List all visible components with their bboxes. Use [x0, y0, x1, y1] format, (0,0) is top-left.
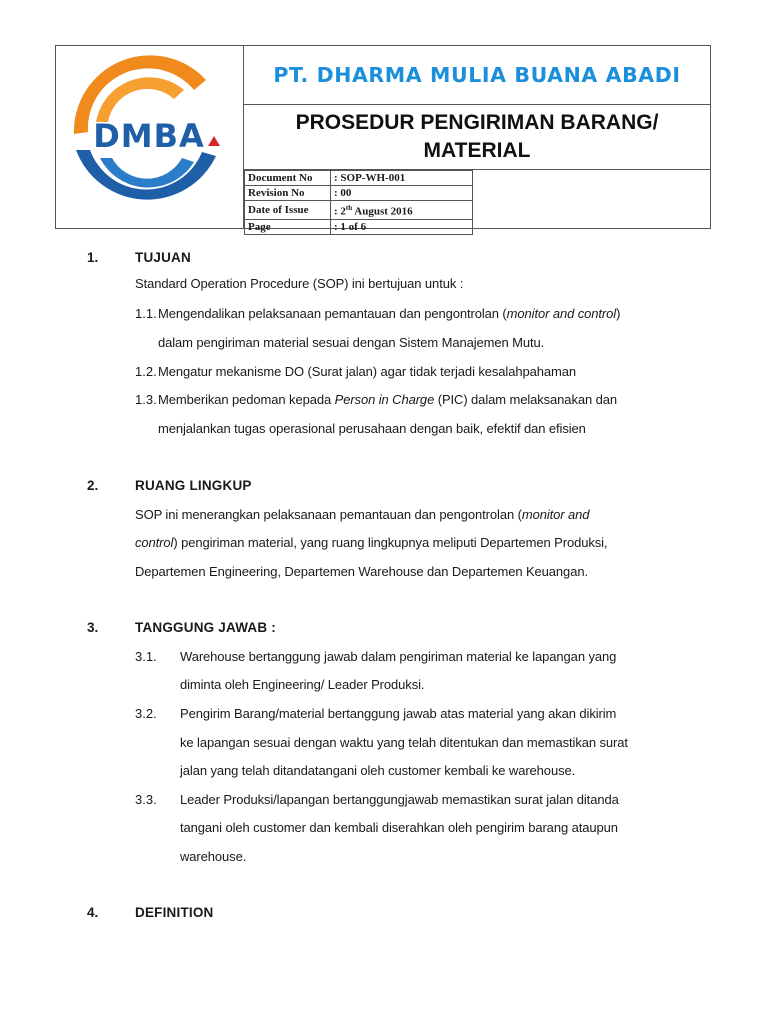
section-title-tanggung-jawab: TANGGUNG JAWAB : [135, 620, 276, 635]
section-title-definition: DEFINITION [135, 905, 214, 920]
document-header [55, 45, 711, 233]
title-line-1: PROSEDUR PENGIRIMAN BARANG/ [295, 111, 659, 134]
section-number: 4. [87, 905, 99, 920]
item-number: 3.2. [135, 706, 157, 721]
meta-value: : 1 of 6 [331, 219, 473, 234]
section-intro: Standard Operation Procedure (SOP) ini bertujuan untuk : [135, 276, 464, 291]
title-line-2: MATERIAL [423, 139, 531, 162]
item-text: Leader Produksi/lapangan bertanggungjawab memastikan surat jalan ditanda [180, 792, 619, 807]
section-number: 1. [87, 250, 99, 265]
item-text: ke lapangan sesuai dengan waktu yang telah ditentukan dan memastikan surat [180, 735, 628, 750]
document-meta [244, 170, 710, 235]
company-logo [56, 46, 244, 228]
item-number: 3.3. [135, 792, 157, 807]
section-number: 2. [87, 478, 99, 493]
section-title-tujuan: TUJUAN [135, 250, 191, 265]
item-number: 1.2. [135, 364, 157, 379]
item-text: Pengirim Barang/material bertanggung jawab atas material yang akan dikirim [180, 706, 617, 721]
paragraph-line: Departemen Engineering, Departemen Warehouse dan Departemen Keuangan. [135, 564, 588, 579]
item-number: 1.1. [135, 306, 157, 321]
section-number: 3. [87, 620, 99, 635]
meta-row [245, 219, 711, 234]
meta-key: Page [245, 219, 331, 234]
meta-key: Date of Issue [245, 201, 331, 220]
document-title [244, 105, 710, 170]
item-text: Warehouse bertanggung jawab dalam pengiriman material ke lapangan yang [180, 649, 617, 664]
item-text: warehouse. [180, 849, 247, 864]
item-text: jalan yang telah ditandatangani oleh customer kembali ke warehouse. [180, 763, 576, 778]
item-text: Mengatur mekanisme DO (Surat jalan) agar tidak terjadi kesalahpahaman [158, 364, 576, 379]
item-text: tangani oleh customer dan kembali diserahkan oleh pengirim barang ataupun [180, 820, 618, 835]
meta-row [245, 186, 711, 201]
company-name: PT. DHARMA MULIA BUANA ABADI [273, 63, 681, 87]
item-text: Memberikan pedoman kepada Person in Charge (PIC) dalam melaksanakan dan [158, 392, 618, 407]
logo-text: DMBA [93, 117, 205, 155]
meta-row [245, 201, 711, 220]
meta-row [245, 171, 711, 186]
item-text: diminta oleh Engineering/ Leader Produksi. [180, 677, 425, 692]
paragraph-line: control) pengiriman material, yang ruang lingkupnya meliputi Departemen Produksi, [135, 535, 608, 550]
paragraph-line: SOP ini menerangkan pelaksanaan pemantauan dan pengontrolan (monitor and [135, 507, 590, 522]
section-title-ruang-lingkup: RUANG LINGKUP [135, 478, 252, 493]
item-number: 1.3. [135, 392, 157, 407]
company-name-cell [244, 46, 710, 105]
meta-key: Revision No [245, 186, 331, 201]
meta-key: Document No [245, 171, 331, 186]
dmba-logo-icon [56, 46, 243, 228]
item-text: menjalankan tugas operasional perusahaan dengan baik, efektif dan efisien [158, 421, 586, 436]
meta-value-date: : 2th August 2016 [331, 201, 473, 220]
meta-value: : SOP-WH-001 [331, 171, 473, 186]
meta-table [244, 170, 710, 235]
item-text: dalam pengiriman material sesuai dengan Sistem Manajemen Mutu. [158, 335, 545, 350]
meta-value: : 00 [331, 186, 473, 201]
item-text: Mengendalikan pelaksanaan pemantauan dan pengontrolan (monitor and control) [158, 306, 621, 321]
item-number: 3.1. [135, 649, 157, 664]
